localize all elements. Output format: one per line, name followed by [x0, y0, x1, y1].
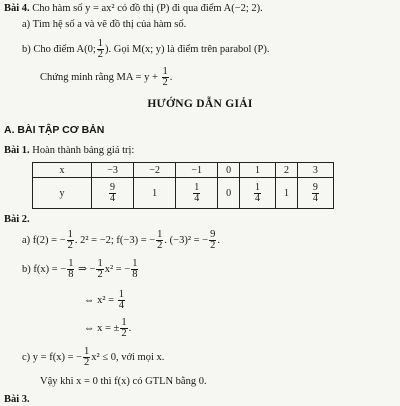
bai2-b1-pre: b) f(x) = −	[22, 264, 67, 275]
bai2-b1-fraction-2	[96, 259, 103, 280]
table-cell-x-label: x	[33, 163, 92, 178]
bai4-label: Bài 4.	[4, 3, 30, 14]
bai2-b2-pre: ⇔ x² =	[84, 295, 115, 306]
value-table	[32, 162, 334, 209]
bai4-part-b-pre: b) Cho điểm A(0;	[22, 44, 96, 55]
bai2-c-post: x² ≤ 0, với mọi x.	[91, 352, 165, 363]
section-a-title: A. BÀI TẬP CƠ BẢN	[4, 124, 105, 136]
fraction-denominator: 4	[255, 192, 261, 204]
fraction-numerator: 1	[162, 66, 168, 78]
table-row-x	[33, 163, 334, 178]
fraction-numerator: 1	[132, 258, 138, 270]
fraction-denominator: 4	[118, 300, 124, 312]
bai2-a-mid: . 2² = −2; f(−3) = −	[74, 235, 156, 246]
fraction-denominator: 8	[68, 269, 74, 281]
fraction-numerator: 1	[68, 258, 74, 270]
bai2-part-c	[22, 345, 164, 371]
bai2-a-fraction-3	[209, 230, 216, 251]
fraction-numerator: 1	[97, 38, 104, 50]
fraction-denominator: 2	[162, 77, 168, 89]
bai4-part-b-post: ). Gọi M(x; y) là điểm trên parabol (P).	[105, 44, 270, 55]
fraction-denominator: 2	[210, 240, 216, 252]
cell-fraction	[254, 183, 261, 204]
bai4-statement-line	[4, 2, 263, 15]
bai4-prove	[40, 66, 172, 90]
table-cell-x: −2	[134, 163, 176, 178]
fraction-numerator: 1	[67, 229, 73, 241]
bai2-b1-fraction-1	[67, 259, 74, 280]
bai4-part-b-fraction	[97, 39, 104, 60]
bai1-text: Hoàn thành bảng giá trị:	[32, 145, 135, 156]
table-cell-y-label: y	[33, 178, 92, 209]
table-cell-x: 0	[218, 163, 240, 178]
fraction-numerator: 9	[312, 181, 318, 193]
bai2-label: Bài 2.	[4, 214, 30, 225]
bai2-c-fraction	[83, 347, 90, 368]
table-cell-y: 1	[134, 178, 176, 209]
bai2-b1-fraction-3	[131, 259, 138, 280]
table-cell-y	[297, 178, 333, 209]
bai2-b3-pre: ⇔ x = ±	[84, 323, 120, 334]
bai4-part-a: a) Tìm hệ số a và vẽ đồ thị của hàm số.	[22, 19, 187, 30]
fraction-numerator: 1	[118, 289, 124, 301]
table-cell-x: 2	[276, 163, 298, 178]
table-row-y	[33, 178, 334, 209]
bai2-a-fraction-2	[156, 230, 163, 251]
bai1-label: Bài 1.	[4, 145, 30, 156]
fraction-denominator: 2	[97, 269, 103, 281]
bai2-a-pre: a) f(2) = −	[22, 235, 66, 246]
bai2-a-mid2: . (−3)² = −	[164, 235, 209, 246]
fraction-denominator: 4	[312, 192, 318, 204]
bai2-a-end: .	[217, 235, 220, 246]
bai2-b1-mid2: x² = −	[104, 264, 131, 275]
table-cell-x: 3	[297, 163, 333, 178]
bai2-b3-fraction	[120, 318, 127, 339]
bai4-prove-post: .	[169, 72, 173, 83]
bai2-part-b-line2	[84, 288, 126, 314]
fraction-denominator: 4	[194, 192, 200, 204]
bai2-b1-mid: ⇒ −	[78, 264, 96, 275]
cell-fraction	[312, 183, 319, 204]
table-cell-y	[239, 178, 275, 209]
bai2-part-a	[22, 228, 220, 254]
fraction-numerator: 1	[97, 258, 103, 270]
table-cell-x: −1	[176, 163, 218, 178]
table-cell-x: 1	[239, 163, 275, 178]
bai2-part-b-line1	[22, 257, 139, 283]
bai2-c-pre: c) y = f(x) = −	[22, 352, 83, 363]
table-cell-y: 0	[218, 178, 240, 209]
cell-fraction	[109, 183, 116, 204]
fraction-denominator: 2	[84, 357, 90, 369]
bai2-a-fraction-1	[67, 230, 74, 251]
bai4-prove-pre: Chứng minh rằng MA = y +	[40, 72, 158, 83]
bai2-b3-end: .	[128, 323, 132, 334]
table-cell-y: 1	[276, 178, 298, 209]
guide-title: HƯỚNG DẪN GIẢI	[147, 98, 253, 110]
bai2-conclusion: Vậy khi x = 0 thì f(x) có GTLN bằng 0.	[40, 376, 207, 387]
fraction-numerator: 1	[194, 181, 200, 193]
bai2-part-b-line3	[84, 316, 131, 342]
bai4-prove-fraction	[162, 67, 169, 88]
table-cell-y	[176, 178, 218, 209]
fraction-numerator: 1	[121, 317, 127, 329]
fraction-numerator: 1	[255, 181, 261, 193]
fraction-denominator: 2	[97, 49, 104, 61]
table-cell-y	[92, 178, 134, 209]
fraction-denominator: 8	[132, 269, 138, 281]
fraction-numerator: 9	[210, 229, 216, 241]
fraction-denominator: 2	[121, 328, 127, 340]
bai4-statement: Cho hàm số y = ax² có đồ thị (P) đi qua điểm A(−2; 2).	[32, 3, 263, 14]
fraction-denominator: 2	[157, 240, 163, 252]
bai1-line	[4, 144, 134, 157]
table-cell-x: −3	[92, 163, 134, 178]
fraction-denominator: 4	[110, 192, 116, 204]
cell-fraction	[193, 183, 200, 204]
bai3-label: Bài 3.	[4, 394, 30, 405]
fraction-denominator: 2	[67, 240, 73, 252]
fraction-numerator: 1	[157, 229, 163, 241]
bai4-part-b	[22, 38, 270, 62]
bai2-b2-fraction	[118, 290, 125, 311]
fraction-numerator: 1	[84, 346, 90, 358]
fraction-numerator: 9	[110, 181, 116, 193]
